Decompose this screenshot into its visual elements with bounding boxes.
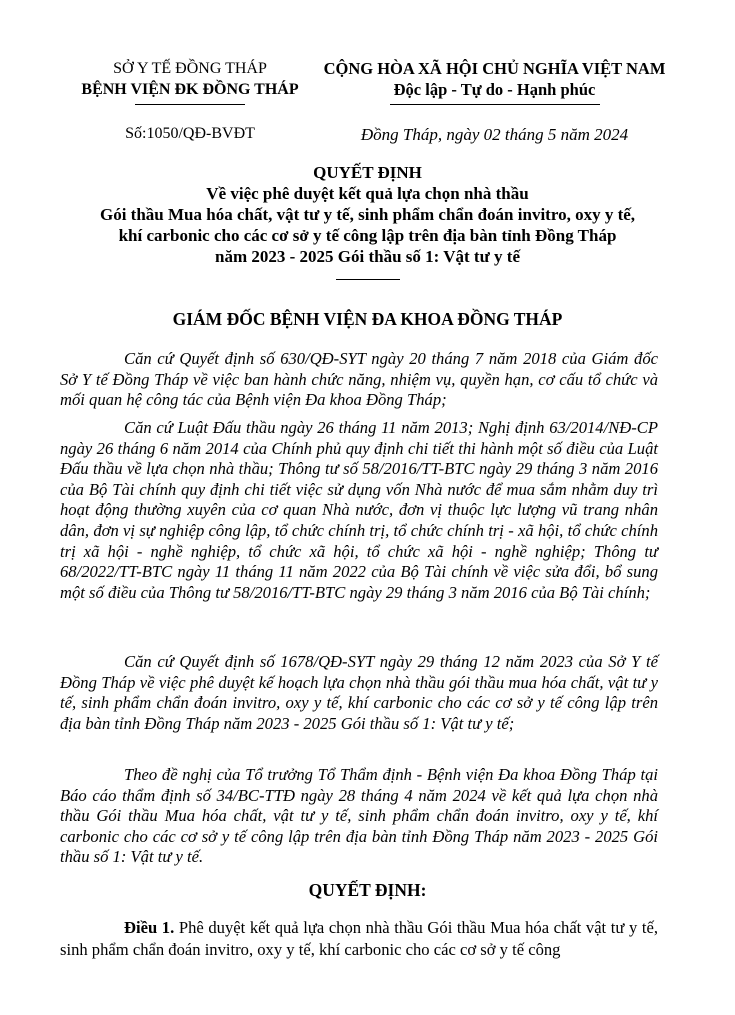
decision-subject-1: Về việc phê duyệt kết quả lựa chọn nhà thầu bbox=[206, 184, 529, 203]
document-number: Số:1050/QĐ-BVĐT bbox=[125, 125, 255, 142]
decision-section-heading: QUYẾT ĐỊNH: bbox=[308, 880, 427, 900]
legal-basis-1 bbox=[60, 349, 658, 411]
national-title: CỘNG HÒA XÃ HỘI CHỦ NGHĨA VIỆT NAM bbox=[323, 59, 666, 78]
decision-subject-4: năm 2023 - 2025 Gói thầu số 1: Vật tư y tế bbox=[214, 247, 521, 266]
legal-basis-text: Căn cứ Quyết định số 630/QĐ-SYT ngày 20 tháng 7 năm 2018 của Giám đốc Sở Y tế Đồng Tháp về việc ban hành chức năng, nhiệm vụ, quyền hạn, cơ cấu tổ chức và mối quan hệ công tác của Bệnh viện Đa khoa Đồng Tháp; bbox=[60, 349, 658, 410]
legal-basis-text: Căn cứ Quyết định số 1678/QĐ-SYT ngày 29 tháng 12 năm 2023 của Sở Y tế Đồng Tháp về việc phê duyệt kế hoạch lựa chọn nhà thầu gói thầu mua hóa chất, vật tư y tế, sinh phẩm chẩn đoán invitro, oxy y tế, khí carbonic cho các cơ sở y tế công lập trên địa bàn tỉnh Đồng Tháp năm 2023 - 2025 Gói thầu số 1: Vật tư y tế; bbox=[60, 652, 658, 733]
decision-subject-2: Gói thầu Mua hóa chất, vật tư y tế, sinh phẩm chẩn đoán invitro, oxy y tế, bbox=[99, 205, 636, 224]
title-separator bbox=[336, 279, 400, 280]
issuer-header bbox=[70, 58, 310, 105]
legal-basis-text: Theo đề nghị của Tổ trưởng Tổ Thẩm định - Bệnh viện Đa khoa Đồng Tháp tại Báo cáo thẩm định số 34/BC-TTĐ ngày 28 tháng 4 năm 2024 về kết quả lựa chọn nhà thầu Gói thầu Mua hóa chất, vật tư y tế, sinh phẩm chẩn đoán invitro, oxy y tế, khí carbonic cho các cơ sở y tế công lập trên địa bàn tỉnh Đồng Tháp năm 2023 - 2025 Gói thầu số 1: Vật tư y tế. bbox=[60, 765, 658, 867]
legal-basis-3 bbox=[60, 652, 658, 734]
legal-basis-2 bbox=[60, 418, 658, 603]
issuer-department: SỞ Y TẾ ĐỒNG THÁP bbox=[113, 60, 267, 77]
national-motto: Độc lập - Tự do - Hạnh phúc bbox=[393, 80, 596, 99]
issuer-hospital: BỆNH VIỆN ĐK ĐỒNG THÁP bbox=[81, 81, 299, 98]
article-1-text: Phê duyệt kết quả lựa chọn nhà thầu Gói thầu Mua hóa chất vật tư y tế, sinh phẩm chẩn đoán invitro, oxy y tế, khí carbonic cho các cơ sở y tế công bbox=[60, 918, 659, 959]
issuer-underline bbox=[135, 104, 245, 105]
legal-basis-text: Căn cứ Luật Đấu thầu ngày 26 tháng 11 năm 2013; Nghị định 63/2014/NĐ-CP ngày 26 tháng 6 năm 2014 của Chính phủ quy định chi tiết thi hành một số điều của Luật Đấu thầu về lựa chọn nhà thầu; Thông tư số 58/2016/TT-BTC ngày 29 tháng 3 năm 2016 của Bộ Tài chính quy định chi tiết việc sử dụng vốn Nhà nước để mua sắm nhằm duy trì hoạt động thường xuyên của cơ quan Nhà nước, đơn vị thuộc lực lượng vũ trang nhân dân, đơn vị sự nghiệp công lập, tổ chức chính trị, tổ chức chính trị - xã hội, tổ chức chính trị xã hội - nghề nghiệp, tổ chức xã hội, tổ chức xã hội - nghề nghiệp; Thông tư 68/2022/TT-BTC ngày 11 tháng 11 năm 2022 của Bộ Tài chính về việc sửa đổi, bổ sung một số điều của Thông tư 58/2016/TT-BTC ngày 29 tháng 3 năm 2016 của Bộ Tài chính; bbox=[60, 418, 658, 602]
national-header bbox=[322, 58, 667, 105]
decision-heading: QUYẾT ĐỊNH bbox=[313, 163, 422, 182]
article-1 bbox=[60, 917, 658, 961]
decision-subject-3: khí carbonic cho các cơ sở y tế công lập trên địa bàn tỉnh Đồng Tháp bbox=[118, 226, 617, 245]
legal-basis-4 bbox=[60, 765, 658, 868]
place-date: Đồng Tháp, ngày 02 tháng 5 năm 2024 bbox=[360, 125, 629, 144]
decision-title bbox=[60, 162, 675, 280]
article-1-label: Điều 1. bbox=[124, 918, 175, 937]
motto-underline bbox=[390, 104, 600, 105]
director-title: GIÁM ĐỐC BỆNH VIỆN ĐA KHOA ĐỒNG THÁP bbox=[172, 309, 563, 329]
